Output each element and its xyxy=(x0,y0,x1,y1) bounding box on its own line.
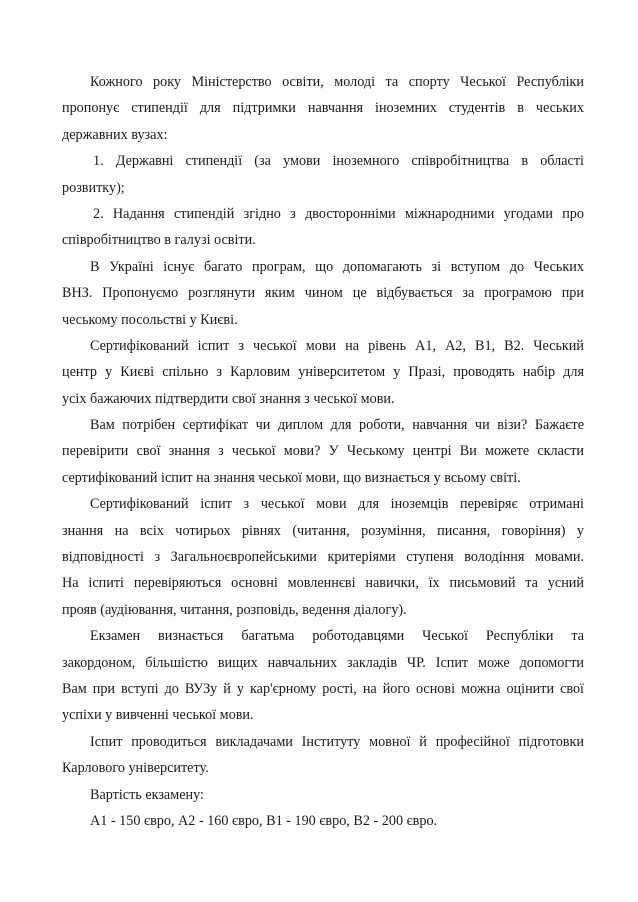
paragraph-cost-heading xyxy=(62,782,584,808)
text-line: В Україні існує багато програм, що допомагають зі вступом до Чеських xyxy=(90,258,584,275)
text-line: державних вузах: xyxy=(62,126,168,143)
text-line: ВНЗ. Пропонуємо розглянути яким чином це відбувається за програмою при xyxy=(62,285,584,302)
paragraph-need-certificate xyxy=(62,412,584,491)
text-line: Вам при вступі до ВУЗу й у кар'єрному рості, на його основі можна оцінити свої xyxy=(62,680,584,697)
text-line: співробітництво в галузі освіти. xyxy=(62,232,256,249)
text-line: 2. Надання стипендій згідно з двосторонніми міжнародними угодами про xyxy=(93,205,584,222)
text-line: закордоном, більшістю вищих навчальних закладів ЧР. Іспит може допомогти xyxy=(62,654,584,671)
text-line: Вам потрібен сертифікат чи диплом для роботи, навчання чи візи? Бажаєте xyxy=(90,417,584,434)
paragraph-recognition xyxy=(62,623,584,729)
text-line: перевірити свої знання з чеської мови? У Чеському центрі Ви можете скласти xyxy=(62,443,584,460)
paragraph-certified-exam xyxy=(62,333,584,412)
text-line: Екзамен визнається багатьма роботодавцями Чеської Республіки та xyxy=(90,628,584,645)
text-line: Кожного року Міністерство освіти, молоді та спорту Чеської Республіки xyxy=(90,74,584,90)
paragraph-programs xyxy=(62,254,584,333)
paragraph-intro xyxy=(62,69,584,148)
text-line: Сертифікований іспит з чеської мови на рівень А1, А2, В1, В2. Чеський xyxy=(90,337,584,354)
text-line: 1. Державні стипендії (за умови іноземного співробітництва в області xyxy=(93,153,584,170)
text-line: Карлового університету. xyxy=(62,760,209,777)
document-page xyxy=(62,69,584,834)
text-line: розвитку); xyxy=(62,179,125,196)
paragraph-exam-levels xyxy=(62,491,584,623)
text-line: Вартість екзамену: xyxy=(90,786,204,803)
text-line: центр у Києві спільно з Карловим університетом у Празі, проводять набір для xyxy=(62,364,584,381)
list-item-state-scholarships xyxy=(62,148,584,201)
text-line: успіхи у вивченні чеської мови. xyxy=(62,707,254,724)
paragraph-cost-values xyxy=(62,808,584,834)
text-line: знання на всіх чотирьох рівнях (читання, розуміння, писання, говоріння) у xyxy=(62,522,584,539)
text-line: відповідності з Загальноєвропейськими критеріями ступеня володіння мовами. xyxy=(62,549,584,566)
text-line: прояв (аудіювання, читання, розповідь, ведення діалогу). xyxy=(62,601,407,618)
list-item-bilateral-scholarships xyxy=(62,201,584,254)
text-line: сертифікований іспит на знання чеської мови, що визнається у всьому світі. xyxy=(62,469,521,486)
text-line: пропонує стипендії для підтримки навчання іноземних студентів в чеських xyxy=(62,100,584,117)
paragraph-examiners xyxy=(62,729,584,782)
text-line: Іспит проводиться викладачами Інституту мовної й професійної підготовки xyxy=(90,733,584,750)
text-line: А1 - 150 євро, А2 - 160 євро, В1 - 190 євро, В2 - 200 євро. xyxy=(90,812,438,829)
text-line: На іспиті перевіряються основні мовленнєві навички, їх письмовий та усний xyxy=(62,575,584,592)
text-line: усіх бажаючих підтвердити свої знання з чеської мови. xyxy=(62,390,395,407)
text-line: Сертифікований іспит з чеської мови для іноземців перевіряє отримані xyxy=(90,496,584,513)
text-line: чеському посольстві у Києві. xyxy=(62,311,238,328)
